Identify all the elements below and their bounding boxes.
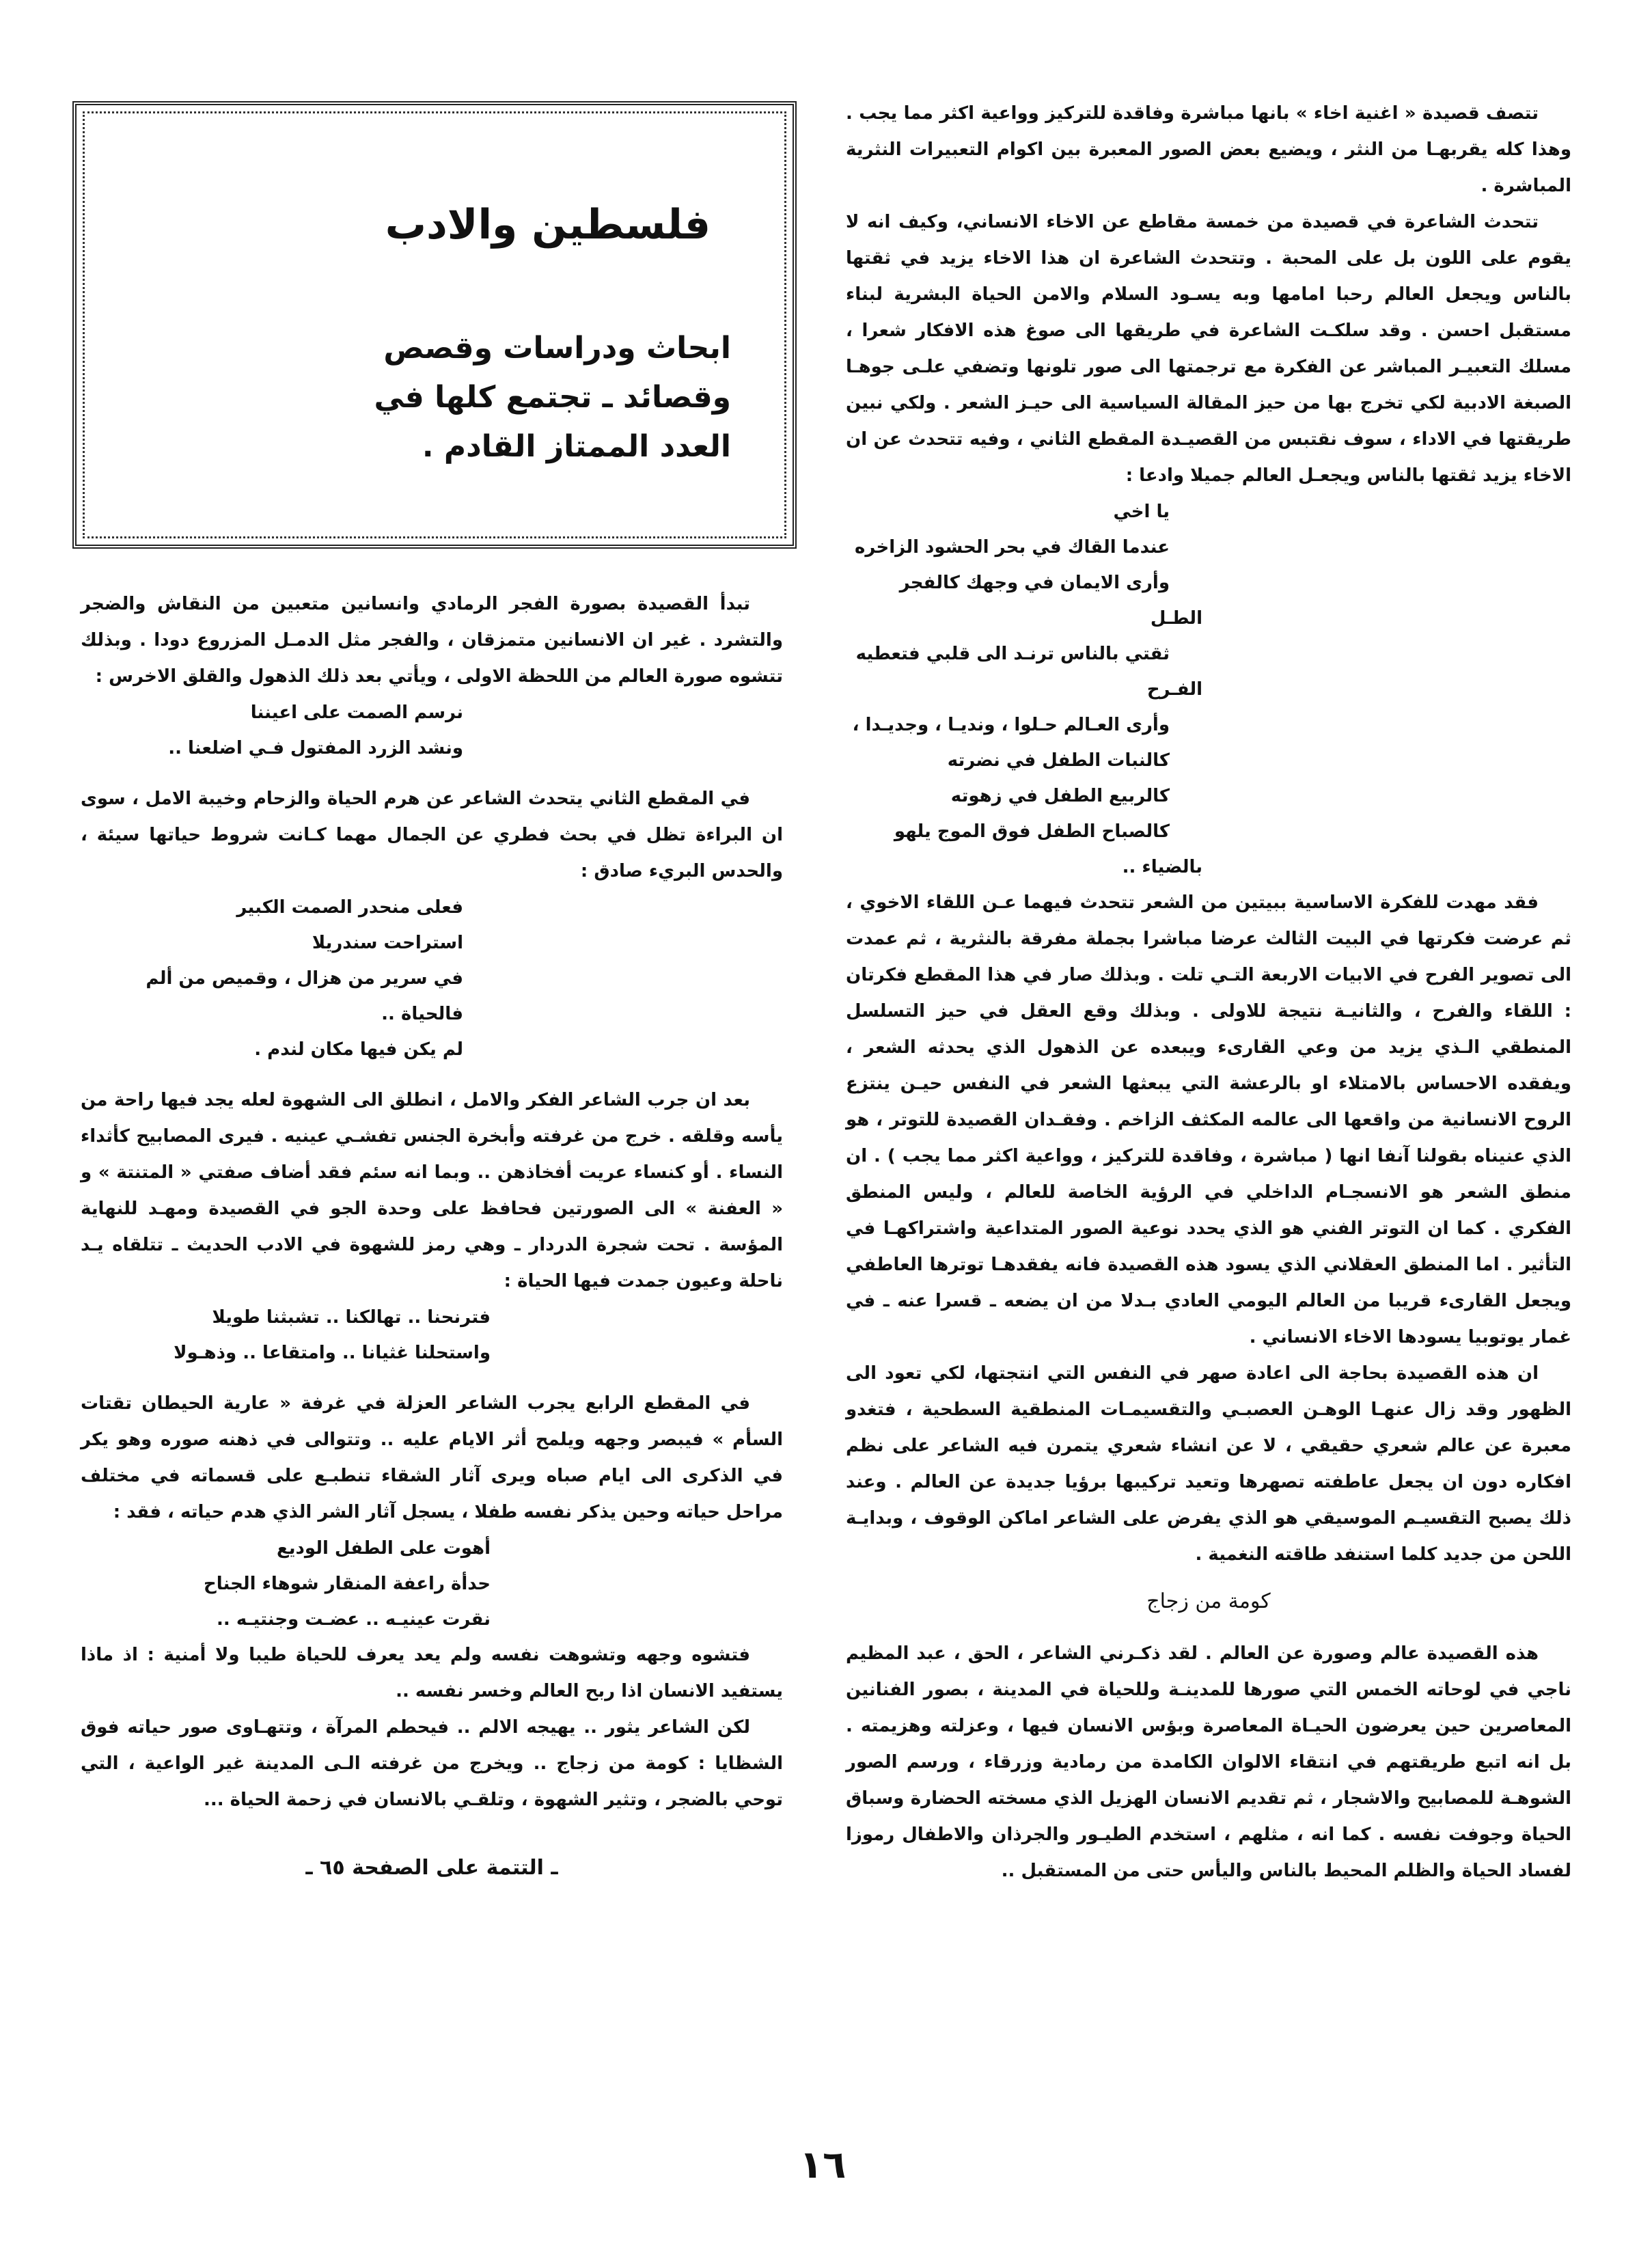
paragraph: تتصف قصيدة « اغنية اخاء » بانها مباشرة وفاقدة للتركيز وواعية اكثر مما يجب . وهذا كله يقربهـا من النثر ، ويضيع بعض الصور المعبرة بين اكوام التعبيرات النثرية المباشرة . <box>846 103 1571 196</box>
verse-line: فالحياة .. <box>381 1004 463 1024</box>
verse-line: ونشد الزرد المفتول فـي اضلعنا .. <box>168 738 463 758</box>
paragraph: لكن الشاعر يثور .. يهيجه الالم .. فيحطم المرآة ، وتتهـاوى صور حياته فوق الشظايا : كومة من زجاج .. ويخرج من غرفته الـى المدينة غير الواعية ، التي توحي بالضجر ، وتثير الشهوة ، وتلقـي بالانسان في زحمة الحياة ... <box>81 1717 783 1810</box>
section-subheading: كومة من زجاج <box>1146 1589 1271 1613</box>
verse-line: كالصباح الطفل فوق الموج يلهو بالضياء .. <box>894 821 1202 877</box>
paragraph: فقد مهدت للفكرة الاساسية ببيتين من الشعر تتحدث فيهما عـن اللقاء الاخوي ، ثم عرضت فكرتها في البيت الثالث عرضا مباشرا بجملة مفرقة بالنثرية ، ثم عمدت الى تصوير الفرح في الابيات الاربعة التـي تلت . وبذلك صار في هذا المقطع فكرتان : اللقاء والفرح ، والثانيـة نتيجة للاولى . وبذلك وقع العقل في حيز التسلسل المنطقي الـذي يزيد من وعي القارىء ويبعده عن الذهول الذي يحدثه الشعر ، ويفقده الاحساس بالامتلاء او بالرعشة التي يبعثها الشعر في النفس حيـن ينتزع الروح الانسانية من واقعها الى عالمه المكثف الزاخم . وفقـدان القصيدة للتوتر ، هو الذي عنيناه بقولنا آنفا انها ( مباشرة ، وفاقدة للتركيز ، وواعية اكثر مما يجب ) . ان منطق الشعر هو الانسجـام الداخلي في الرؤية الخاصة للعالم ، وليس المنطق الفكري . كما ان التوتر الفني هو الذي يحدد نوعية الصور المتداعية واشتراكهـا في التأثير . اما المنطق العقلاني الذي يسود هذه القصيدة فانه يفقدهـا توترها العاطفي ويجعل القارىء قريبا من العالم اليومي العادي بـدلا من ان يضعه ـ قسرا عنه ـ في غمار يوتوبيا يسودها الاخاء الانساني . <box>846 892 1571 1347</box>
paragraph: تتحدث الشاعرة في قصيدة من خمسة مقاطع عن الاخاء الانساني، وكيف انه لا يقوم على اللون بل على المحبة . وتتحدث الشاعرة ان هذا الاخاء يزيد في ثقتها بالناس ويجعل العالم رحبا امامها وبه يسـود السلام والامن الحياة البشرية لبناء مستقبل احسن . وقد سلكـت الشاعرة في طريقها الى صوغ هذه الافكار شعرا ، مسلك التعبيـر المباشر عن الفكرة مع ترجمتها الى صور تلونها وتضفي علـى جوهـا الصبغة الادبية لكي تخرج بها من حيز المقالة السياسية الى حيـز الشعر . ولكي نبين طريقتها في الاداء ، سوف نقتبس من القصيـدة المقطع الثاني ، وفيه تتحدث عن ان الاخاء يزيد ثقتها بالناس ويجعـل العالم جميلا وادعا : <box>846 212 1571 486</box>
verse-line: أهوت على الطفل الوديع <box>277 1538 491 1559</box>
announcement-description: ابحاث ودراسات وقصص وقصائد ـ تجتمع كلها في العدد الممتاز القادم . <box>374 331 731 464</box>
verse-line: نرسم الصمت على اعيننا <box>250 702 463 723</box>
poem-excerpt <box>846 494 1571 885</box>
poem-excerpt <box>81 890 783 1067</box>
verse-line: وأرى العـالم حـلوا ، ونديـا ، وجديـدا ، <box>852 715 1170 735</box>
verse-line: عندما القاك في بحر الحشود الزاخره <box>854 537 1170 558</box>
verse-line: لم يكن فيها مكان لندم . <box>254 1039 463 1060</box>
verse-line: كالربيع الطفل في زهوته <box>950 786 1170 806</box>
verse-line: حدأة راعفة المنقار شوهاء الجناح <box>204 1574 491 1594</box>
page-number: ١٦ <box>799 2143 846 2187</box>
verse-line: في سرير من هزال ، وقميص من ألم <box>146 968 463 989</box>
announcement-box <box>72 101 797 549</box>
verse-line: يا اخي <box>1113 502 1170 522</box>
verse-line: فترنحنا .. تهالكنا .. تشبثنا طويلا <box>212 1307 491 1328</box>
poem-excerpt <box>81 1531 783 1637</box>
poem-excerpt <box>81 695 783 766</box>
verse-line: واستحلنا غثيانا .. وامتقاعا .. وذهـولا <box>174 1343 491 1363</box>
verse-line: ثقتي بالناس ترنـد الى قلبي فتعطيه الفـرح <box>855 644 1202 700</box>
announcement-title: فلسطين والادب <box>385 201 711 249</box>
paragraph: هذه القصيدة عالم وصورة عن العالم . لقد ذكـرني الشاعر ، الحق ، عبد المظيم ناجي في لوحاته الخمس التي صورها للمدينـة وللحياة في المدينة ، بصور الفنانين المعاصرين حين يعرضون الحيـاة المعاصرة وبؤس الانسان فيها ، وعزلته وهزيمته . بل انه اتبع طريقتهم في انتقاء الالوان الكامدة من رمادية وزرقاء ، ورسم الصور الشوهـة للمصابيح والاشجار ، ثم تقديم الانسان الهزيل الذي مسخته الحضارة وسباق الحياة وجوفت نفسه . كما انه ، مثلهم ، استخدم الطيـور والجرذان والاطفال رموزا لفساد الحياة والظلم المحيط بالناس واليأس حتى من المستقبل .. <box>846 1643 1571 1881</box>
paragraph: ان هذه القصيدة بحاجة الى اعادة صهر في النفس التي انتجتها، لكي تعود الى الظهور وقد زال عنهـا الوهـن العصبـي والتقسيمـات المنطقية السطحية ، فتغدو معبرة عن عالم شعري حقيقي ، لا عن انشاء شعري يتمرن فيه الشاعر على نظم افكاره دون ان يجعل عاطفته تصهرها وتعيد تركيبها برؤيا جديدة عن العالم . وعند ذلك يصبح التقسيـم الموسيقي هو الذي يفرض على الشاعر اماكن الوقوف ، وبدايـة اللحن من جديد كلما استنفد طاقته النغمية . <box>846 1363 1571 1565</box>
verse-line: وأرى الايمان في وجهك كالفجر الطـل <box>899 573 1202 629</box>
verse-line: كالنبات الطفل في نضرته <box>947 750 1170 771</box>
poem-excerpt <box>81 1300 783 1371</box>
paragraph: بعد ان جرب الشاعر الفكر والامل ، انطلق الى الشهوة لعله يجد فيها راحة من يأسه وقلقه . خرج من غرفته وأبخرة الجنس تفشـي عينيه . فيرى المصابيح كأثداء النساء . أو كنساء عريت أفخاذهن .. وبما انه سئم فقد أضاف صفتي « المتنتة » و « العفنة » الى الصورتين فحافظ على وحدة الجو في القصيدة ومهـد للنهاية المؤسة . تحت شجرة الدردار ـ وهي رمز للشهوة في الادب الحديث ـ تتلقاه يـد ناحلة وعيون جمدت فيها الحياة : <box>81 1090 783 1291</box>
paragraph: في المقطع الثاني يتحدث الشاعر عن هرم الحياة والزحام وخيبة الامل ، سوى ان البراءة تظل في بحث فطري عن الجمال مهما كـانت شروط حياتها سيئة ، والحدس البريء صادق : <box>81 789 783 881</box>
paragraph: في المقطع الرابع يجرب الشاعر العزلة في غرفة « عارية الحيطان تقتات السأم » فيبصر وجهه ويلمح أثر الايام عليه .. وتتوالى في ذهنه صوره وهو يكر في الذكرى الى ايام صباه ويرى آثار الشقاء تنطبـع على قسماته في مختلف مراحل حياته وحين يذكر نفسه طفلا ، يسجل آثار الشر الذي هدم حياته ، فقد : <box>81 1393 783 1522</box>
verse-line: فعلى منحدر الصمت الكبير <box>236 897 463 918</box>
paragraph: تبدأ القصيدة بصورة الفجر الرمادي وانسانين متعبين من النقاش والضجر والتشرد . غير ان الانسانين متمزقان ، والفجر مثل الدمـل المزروع دودا . وبذلك تتشوه صورة العالم من اللحظة الاولى ، ويأتي بعد ذلك الذهول والقلق الاخرس : <box>81 594 783 687</box>
paragraph: فتشوه وجهه وتشوهت نفسه ولم يعد يعرف للحياة طيبا ولا أمنية : اذ ماذا يستفيد الانسان اذا ربح العالم وخسر نفسه .. <box>81 1645 783 1701</box>
verse-line: نقرت عينيـه .. عضـت وجنتيـه .. <box>217 1609 491 1630</box>
verse-line: استراحت سندريلا <box>312 933 463 953</box>
right-column <box>846 96 1571 1889</box>
continuation-note: ـ التتمة على الصفحة ٦٥ ـ <box>305 1856 558 1880</box>
left-column <box>81 586 783 1886</box>
